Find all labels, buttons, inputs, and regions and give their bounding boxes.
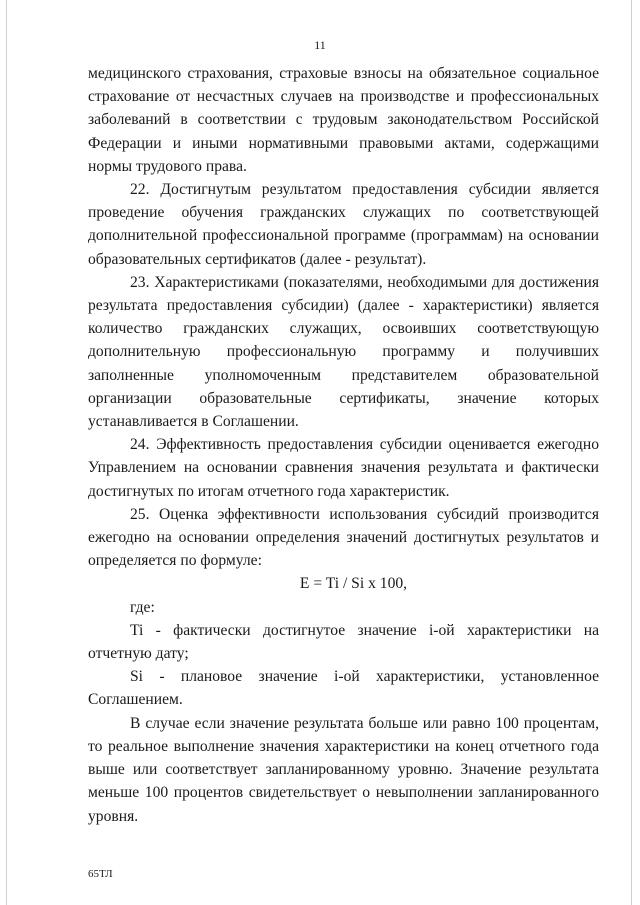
definition-si: Si - плановое значение i-ой характеристики, установленное Соглашением. [88,668,599,709]
where-label: где: [130,598,155,616]
formula: E = Ti / Si x 100, [299,575,408,593]
definition-ti: Ti - фактически достигнутое значение i-ой характеристики на отчетную дату; [88,621,599,663]
page-right-edge [631,0,632,905]
paragraph-22: 22. Достигнутым результатом предоставления субсидии является проведение обучения гражданских служащих по соответствующей дополнительной профессиональной программе (программам) на основании образовательных сертификатов (далее - результат). [88,181,599,268]
document-body [88,62,599,828]
paragraph-continuation: медицинского страхования, страховые взносы на обязательное социальное страхование от несчастных случаев на производстве и профессиональных заболеваний в соответствии с трудовым законодательством Российской Федерации и иными нормативными правовыми актами, содержащими нормы трудового права. [88,65,599,175]
page-left-edge [6,0,7,905]
page-number: 11 [314,38,326,52]
paragraph-result-note: В случае если значение результата больше или равно 100 процентам, то реальное выполнение значения характеристики на конец отчетного года выше или соответствует запланированному уровню. Значение результата меньше 100 процентов свидетельствует о невыполнении запланированного уровня. [88,714,599,825]
paragraph-24: 24. Эффективность предоставления субсидии оценивается ежегодно Управлением на основании сравнения значения результата и фактически достигнутых по итогам отчетного года характеристик. [88,436,599,500]
footer-code: 65ТЛ [88,868,113,880]
paragraph-25: 25. Оценка эффективности использования субсидий производится ежегодно на основании определения значений достигнутых результатов и определяется по формуле: [88,505,599,570]
paragraph-23: 23. Характеристиками (показателями, необходимыми для достижения результата предоставления субсидии) (далее - характеристики) является количество гражданских служащих, освоивших соответствующую дополнительную профессиональную программу и получивших заполненные уполномоченным представителем образовательной организации образовательные сертификаты, значение которых устанавливается в Соглашении. [88,273,599,431]
